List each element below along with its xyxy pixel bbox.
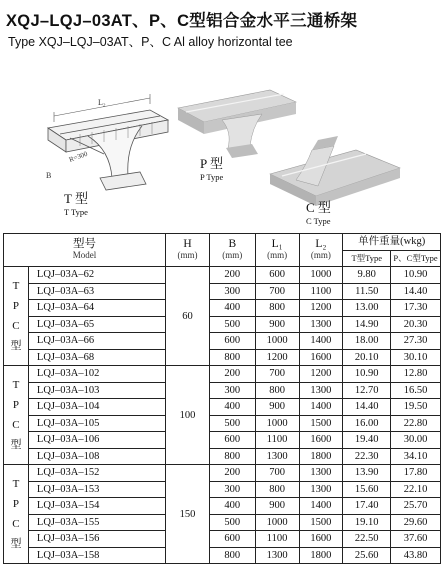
l2-cell: 1600 — [299, 432, 343, 449]
group-type-label — [4, 366, 29, 465]
b-cell: 200 — [209, 267, 255, 284]
group-type-label — [4, 267, 29, 366]
l2-cell: 1300 — [299, 465, 343, 482]
t-type-en: T Type — [64, 207, 88, 217]
model-cell: LQJ–03A–104 — [28, 399, 165, 416]
weight-t-cell: 12.70 — [343, 382, 391, 399]
model-cell: LQJ–03A–155 — [28, 514, 165, 531]
table-row — [4, 432, 441, 449]
header-l1: L₁ (mm) — [255, 234, 299, 267]
l1-cell: 600 — [255, 267, 299, 284]
l1-cell: 1100 — [255, 432, 299, 449]
weight-pc-cell: 34.10 — [391, 448, 441, 465]
b-cell: 600 — [209, 531, 255, 548]
l1-cell: 1300 — [255, 547, 299, 564]
model-cell: LQJ–03A–152 — [28, 465, 165, 482]
b-cell: 300 — [209, 283, 255, 300]
weight-t-cell: 10.90 — [343, 366, 391, 383]
weight-t-cell: 13.90 — [343, 465, 391, 482]
weight-pc-cell: 37.60 — [391, 531, 441, 548]
model-cell: LQJ–03A–63 — [28, 283, 165, 300]
l1-cell: 900 — [255, 498, 299, 515]
group-type-char: P — [12, 300, 20, 312]
l2-cell: 1800 — [299, 448, 343, 465]
l2-cell: 1400 — [299, 399, 343, 416]
table-row — [4, 399, 441, 416]
weight-t-cell: 22.30 — [343, 448, 391, 465]
weight-t-cell: 19.10 — [343, 514, 391, 531]
group-type-char: C — [12, 419, 20, 431]
weight-pc-cell: 16.50 — [391, 382, 441, 399]
l2-cell: 1800 — [299, 547, 343, 564]
t-type-zh: T 型 — [64, 191, 88, 206]
l1-cell: 900 — [255, 316, 299, 333]
weight-pc-cell: 22.80 — [391, 415, 441, 432]
header-weight-pc: P、C型Type — [391, 250, 441, 267]
b-cell: 500 — [209, 514, 255, 531]
l1-cell: 700 — [255, 366, 299, 383]
l1-cell: 1000 — [255, 514, 299, 531]
weight-t-cell: 9.80 — [343, 267, 391, 284]
header-model: 型号 Model — [4, 234, 166, 267]
l2-cell: 1300 — [299, 382, 343, 399]
l2-cell: 1500 — [299, 415, 343, 432]
weight-t-cell: 14.40 — [343, 399, 391, 416]
model-cell: LQJ–03A–106 — [28, 432, 165, 449]
b-cell: 600 — [209, 333, 255, 350]
model-cell: LQJ–03A–158 — [28, 547, 165, 564]
b-cell: 300 — [209, 481, 255, 498]
spec-table-header — [4, 234, 441, 267]
b-cell: 300 — [209, 382, 255, 399]
weight-pc-cell: 29.60 — [391, 514, 441, 531]
model-cell: LQJ–03A–154 — [28, 498, 165, 515]
table-row — [4, 481, 441, 498]
weight-pc-cell: 17.30 — [391, 300, 441, 317]
model-cell: LQJ–03A–105 — [28, 415, 165, 432]
l1-cell: 700 — [255, 465, 299, 482]
page-title: XQJ–LQJ–03AT、P、C型铝合金水平三通桥架 — [6, 12, 358, 30]
t-type-drawing — [48, 94, 168, 190]
weight-pc-cell: 14.40 — [391, 283, 441, 300]
c-type-drawing — [270, 136, 400, 206]
b-cell: 400 — [209, 300, 255, 317]
group-type-char: P — [12, 498, 20, 510]
b-cell: 200 — [209, 366, 255, 383]
weight-t-cell: 17.40 — [343, 498, 391, 515]
group-type-char: T — [12, 379, 20, 391]
model-cell: LQJ–03A–62 — [28, 267, 165, 284]
group-type-char: P — [12, 399, 20, 411]
model-cell: LQJ–03A–103 — [28, 382, 165, 399]
l1-cell: 1200 — [255, 349, 299, 366]
table-row — [4, 300, 441, 317]
weight-pc-cell: 19.50 — [391, 399, 441, 416]
group-type-char: C — [12, 518, 20, 530]
table-row — [4, 349, 441, 366]
weight-t-cell: 15.60 — [343, 481, 391, 498]
table-row — [4, 366, 441, 383]
l2-cell: 1400 — [299, 498, 343, 515]
weight-pc-cell: 30.10 — [391, 349, 441, 366]
b-cell: 500 — [209, 415, 255, 432]
model-cell: LQJ–03A–156 — [28, 531, 165, 548]
weight-pc-cell: 22.10 — [391, 481, 441, 498]
l2-cell: 1600 — [299, 531, 343, 548]
l1-cell: 800 — [255, 481, 299, 498]
t-type-caption — [64, 188, 88, 217]
l2-cell: 1500 — [299, 514, 343, 531]
table-row — [4, 415, 441, 432]
weight-pc-cell: 25.70 — [391, 498, 441, 515]
weight-t-cell: 19.40 — [343, 432, 391, 449]
l2-cell: 1100 — [299, 283, 343, 300]
weight-t-cell: 14.90 — [343, 316, 391, 333]
l1-cell: 1000 — [255, 415, 299, 432]
p-type-caption — [200, 153, 223, 182]
b-cell: 800 — [209, 349, 255, 366]
weight-t-cell: 16.00 — [343, 415, 391, 432]
weight-t-cell: 20.10 — [343, 349, 391, 366]
p-type-en: P Type — [200, 172, 224, 182]
l2-cell: 1300 — [299, 481, 343, 498]
model-cell: LQJ–03A–68 — [28, 349, 165, 366]
l1-cell: 1100 — [255, 531, 299, 548]
model-cell: LQJ–03A–102 — [28, 366, 165, 383]
header-h: H (mm) — [166, 234, 210, 267]
header-weight-t: T型Type — [343, 250, 391, 267]
weight-t-cell: 22.50 — [343, 531, 391, 548]
weight-pc-cell: 10.90 — [391, 267, 441, 284]
table-row — [4, 531, 441, 548]
model-cell: LQJ–03A–153 — [28, 481, 165, 498]
header-l2: L₂ (mm) — [299, 234, 343, 267]
l1-cell: 900 — [255, 399, 299, 416]
group-type-char: T — [12, 478, 20, 490]
group-type-label — [4, 465, 29, 564]
table-row — [4, 382, 441, 399]
p-type-drawing — [178, 90, 296, 158]
radius-label: R=300 — [67, 149, 89, 164]
weight-pc-cell: 20.30 — [391, 316, 441, 333]
group-type-char: 型 — [10, 538, 22, 550]
product-diagrams — [0, 50, 446, 230]
l2-cell: 1300 — [299, 316, 343, 333]
b-cell: 400 — [209, 498, 255, 515]
b-cell: 800 — [209, 448, 255, 465]
group-type-char: T — [12, 280, 20, 292]
b-cell: 200 — [209, 465, 255, 482]
spec-table-body — [4, 267, 441, 564]
weight-t-cell: 13.00 — [343, 300, 391, 317]
weight-t-cell: 11.50 — [343, 283, 391, 300]
table-row — [4, 333, 441, 350]
l2-cell: 1200 — [299, 300, 343, 317]
weight-pc-cell: 43.80 — [391, 547, 441, 564]
weight-t-cell: 18.00 — [343, 333, 391, 350]
spec-table — [3, 233, 441, 564]
h-cell: 150 — [166, 465, 210, 564]
l1-cell: 800 — [255, 382, 299, 399]
c-type-en: C Type — [306, 216, 331, 226]
header-b: B (mm) — [209, 234, 255, 267]
weight-pc-cell: 17.80 — [391, 465, 441, 482]
weight-pc-cell: 12.80 — [391, 366, 441, 383]
l1-cell: 1000 — [255, 333, 299, 350]
l2-dimension-label: L₂ — [98, 98, 106, 107]
table-row — [4, 283, 441, 300]
c-type-caption — [306, 197, 331, 226]
table-row — [4, 316, 441, 333]
table-row — [4, 547, 441, 564]
group-type-char: C — [12, 320, 20, 332]
p-type-zh: P 型 — [200, 156, 223, 171]
table-row — [4, 498, 441, 515]
model-cell: LQJ–03A–108 — [28, 448, 165, 465]
l2-cell: 1400 — [299, 333, 343, 350]
l2-cell: 1000 — [299, 267, 343, 284]
l2-cell: 1200 — [299, 366, 343, 383]
h-cell: 60 — [166, 267, 210, 366]
group-type-char: 型 — [10, 340, 22, 352]
table-row — [4, 514, 441, 531]
weight-t-cell: 25.60 — [343, 547, 391, 564]
weight-pc-cell: 27.30 — [391, 333, 441, 350]
group-type-char: 型 — [10, 439, 22, 451]
weight-pc-cell: 30.00 — [391, 432, 441, 449]
page-subtitle: Type XQJ–LQJ–03AT、P、C Al alloy horizontal tee — [8, 35, 293, 49]
b-cell: 600 — [209, 432, 255, 449]
l1-cell: 1300 — [255, 448, 299, 465]
b-cell: 400 — [209, 399, 255, 416]
header-weight: 单件重量(wkg) — [343, 234, 441, 251]
b-cell: 800 — [209, 547, 255, 564]
c-type-zh: C 型 — [306, 200, 331, 215]
b-cell: 500 — [209, 316, 255, 333]
l1-cell: 700 — [255, 283, 299, 300]
model-cell: LQJ–03A–64 — [28, 300, 165, 317]
table-row — [4, 448, 441, 465]
model-cell: LQJ–03A–65 — [28, 316, 165, 333]
model-cell: LQJ–03A–66 — [28, 333, 165, 350]
table-row — [4, 465, 441, 482]
table-row — [4, 267, 441, 284]
l1-cell: 800 — [255, 300, 299, 317]
l2-cell: 1600 — [299, 349, 343, 366]
b-dimension-label: B — [46, 171, 52, 180]
h-cell: 100 — [166, 366, 210, 465]
